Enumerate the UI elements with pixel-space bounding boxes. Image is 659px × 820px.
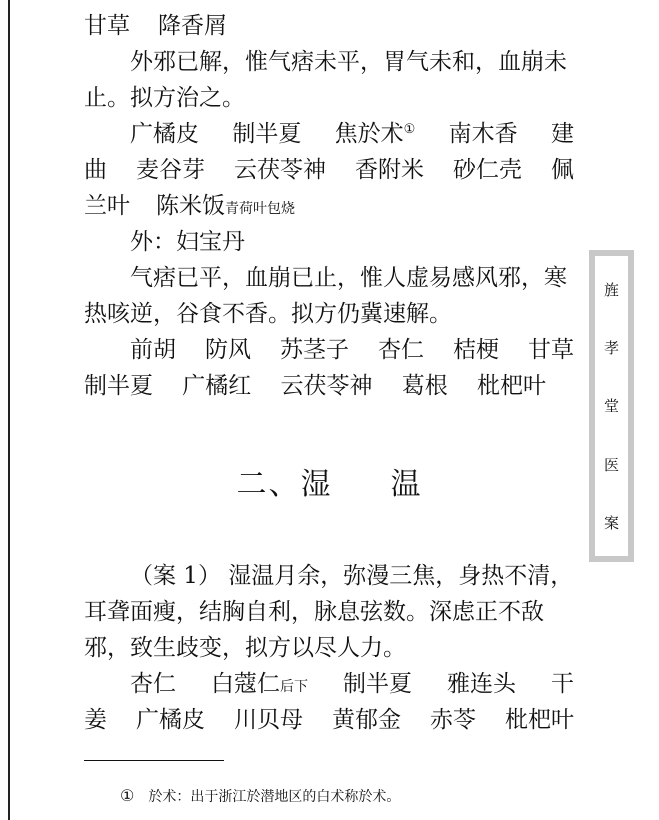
herb: 兰叶	[84, 193, 130, 219]
herb: 葛根	[401, 373, 448, 399]
case-herb-line-1	[84, 666, 574, 702]
herb: 姜	[84, 707, 107, 733]
herb-line-6	[84, 368, 546, 404]
footnote-mark: ①	[120, 786, 135, 805]
herb-note: 青荷叶包烧	[225, 201, 295, 217]
footnote-divider	[84, 760, 224, 761]
herb: 川贝母	[234, 707, 303, 733]
herb: 佩	[551, 157, 574, 183]
herb: 南木香	[448, 121, 518, 147]
herb: 云茯苓神	[280, 373, 373, 399]
herb: 陈米饭	[156, 193, 225, 219]
case-line-1: （案 1） 湿温月余，弥漫三焦，身热不清，	[130, 563, 574, 589]
herb: 白蔻仁	[211, 671, 280, 697]
herb: 云茯苓神	[234, 157, 326, 183]
herb: 枇杷叶	[505, 707, 574, 733]
external-prescription: 外：妇宝丹	[130, 229, 245, 255]
herb: 杏仁	[130, 671, 176, 697]
herb: 广橘皮	[136, 707, 205, 733]
footnote	[120, 786, 400, 807]
section-heading	[0, 465, 659, 505]
page-left-border	[8, 0, 10, 820]
herb: 广橘红	[182, 373, 252, 399]
herb-line-3	[84, 152, 574, 188]
herb: 制半夏	[232, 121, 302, 147]
herb-line-4	[84, 188, 574, 224]
herb: 干	[551, 671, 574, 697]
herb: 麦谷芽	[136, 157, 205, 183]
herb: 制半夏	[84, 373, 153, 399]
section-heading-part-1: 二、湿	[236, 467, 333, 502]
herb: 雅连头	[447, 671, 516, 697]
section-heading-part-2: 温	[390, 467, 423, 502]
herb-line-2	[84, 116, 574, 152]
side-tab-char: 堂	[603, 397, 619, 416]
herb-line-1	[84, 8, 574, 44]
herb: 枇杷叶	[477, 373, 546, 399]
side-tab-char: 医	[603, 455, 619, 474]
case-herb-line-2	[84, 702, 574, 738]
herb: 桔梗	[453, 337, 499, 363]
text-line: 外邪已解，惟气痞未平，胃气未和，血崩未	[130, 49, 567, 75]
footnote-reference: ①	[403, 122, 416, 137]
case-line-2: 耳聋面瘦，结胸自利，脉息弦数。深虑正不敌	[84, 599, 544, 625]
herb: 黄郁金	[332, 707, 401, 733]
herb-with-note	[211, 666, 308, 702]
herb: 焦於术	[334, 121, 404, 147]
herb: 制半夏	[343, 671, 412, 697]
herb: 苏茎子	[280, 337, 349, 363]
herb-with-footnote	[335, 116, 416, 152]
herb: 曲	[84, 157, 107, 183]
herb-line-5	[84, 332, 574, 368]
herb: 香附米	[355, 157, 424, 183]
herb: 砂仁壳	[453, 157, 522, 183]
herb: 广橘皮	[130, 121, 199, 147]
text-line: 止。拟方治之。	[84, 85, 245, 111]
footnote-text: 於术：出于浙江於潜地区的白术称於术。	[148, 789, 401, 805]
herb: 甘草	[84, 13, 130, 39]
text-line: 热咳逆，谷食不香。拟方仍冀速解。	[84, 301, 452, 327]
herb: 防风	[205, 337, 251, 363]
herb: 降香屑	[158, 13, 227, 39]
book-title-side-tab	[589, 250, 634, 562]
case-line-3: 邪，致生歧变，拟方以尽人力。	[84, 635, 406, 661]
side-tab-char: 孝	[603, 339, 619, 358]
herb: 赤苓	[430, 707, 476, 733]
herb: 建	[550, 121, 574, 147]
text-line: 气痞已平，血崩已止，惟人虚易感风邪，寒	[130, 265, 567, 291]
side-tab-inner	[595, 256, 628, 556]
herb: 前胡	[130, 337, 176, 363]
herb-note: 后下	[280, 679, 308, 695]
side-tab-char: 旌	[603, 280, 619, 299]
side-tab-char: 案	[603, 514, 619, 533]
herb: 甘草	[528, 337, 574, 363]
herb: 杏仁	[378, 337, 424, 363]
